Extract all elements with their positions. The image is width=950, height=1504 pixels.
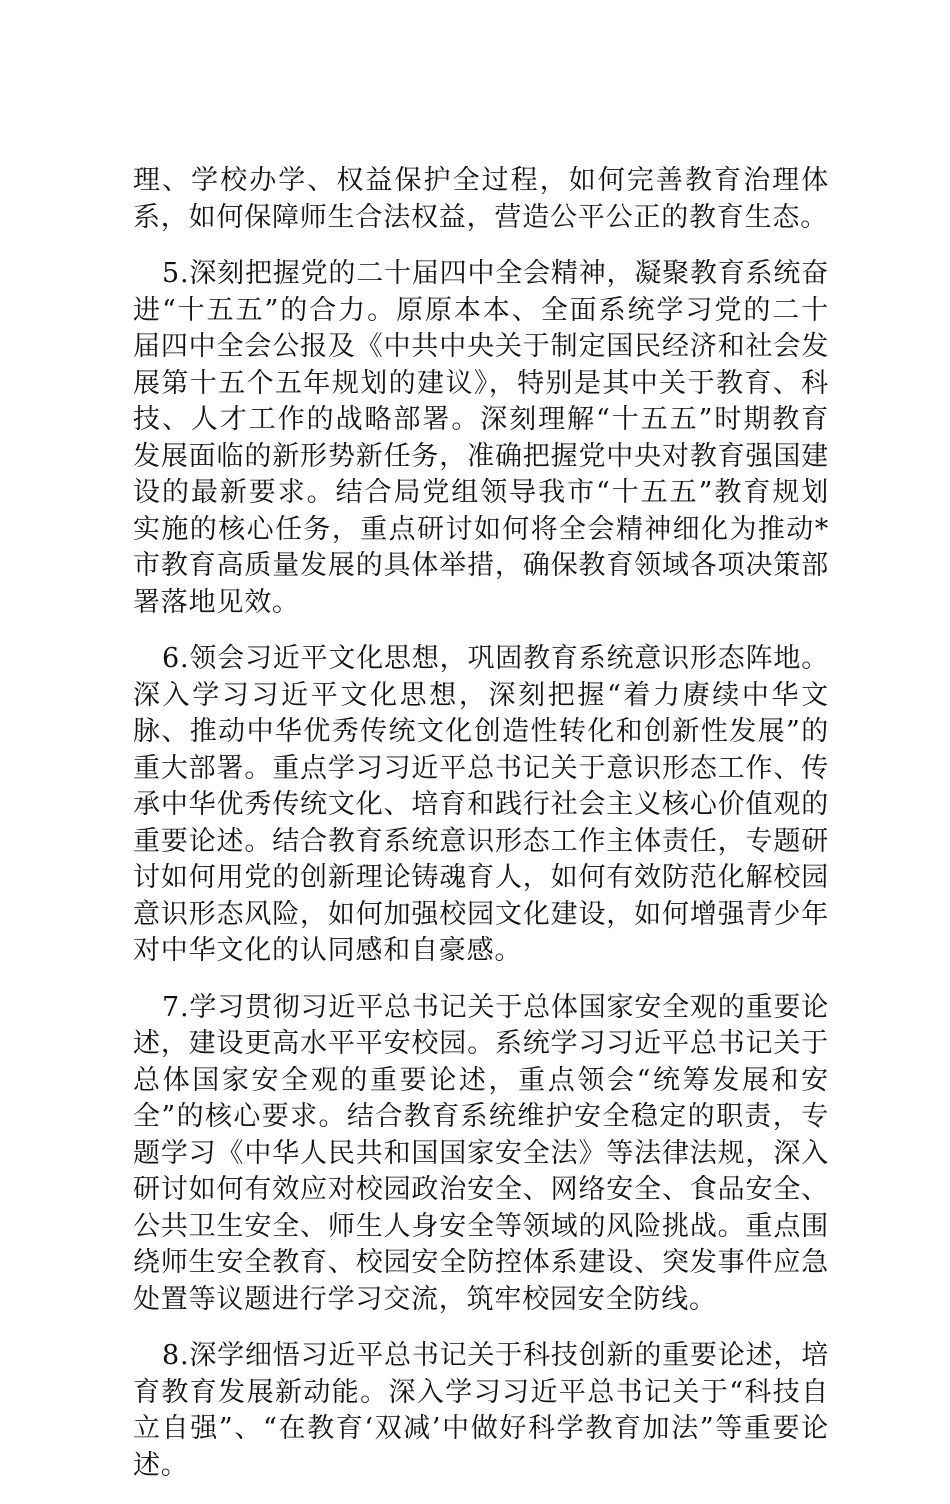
- paragraph-item-6: 6.领会习近平文化思想，巩固教育系统意识形态阵地。深入学习习近平文化思想，深刻把握“着力赓续中华文脉、推动中华优秀传统文化创造性转化和创新性发展”的重大部署。重点学习习近平总书记关于意识形态工作、传承中华优秀传统文化、培育和践行社会主义核心价值观的重要论述。结合教育系统意识形态工作主体责任，专题研讨如何用党的创新理论铸魂育人，如何有效防范化解校园意识形态风险，如何加强校园文化建设，如何增强青少年对中华文化的认同感和自豪感。: [133, 643, 829, 966]
- paragraph-item-7: 7.学习贯彻习近平总书记关于总体国家安全观的重要论述，建设更高水平平安校园。系统学习习近平总书记关于总体国家安全观的重要论述，重点领会“统筹发展和安全”的核心要求。结合教育系统维护安全稳定的职责，专题学习《中华人民共和国国家安全法》等法律法规，深入研讨如何有效应对校园政治安全、网络安全、食品安全、公共卫生安全、师生人身安全等领域的风险挑战。重点围绕师生安全教育、校园安全防控体系建设、突发事件应急处置等议题进行学习交流，筑牢校园安全防线。: [133, 991, 829, 1315]
- document-body: [133, 163, 829, 1504]
- paragraph-item-5: 5.深刻把握党的二十届四中全会精神，凝聚教育系统奋进“十五五”的合力。原原本本、全面系统学习党的二十届四中全会公报及《中共中央关于制定国民经济和社会发展第十五个五年规划的建议》，特别是其中关于教育、科技、人才工作的战略部署。深刻理解“十五五”时期教育发展面临的新形势新任务，准确把握党中央对教育强国建设的最新要求。结合局党组领导我市“十五五”教育规划实施的核心任务，重点研讨如何将全会精神细化为推动*市教育高质量发展的具体举措，确保教育领域各项决策部署落地见效。: [133, 258, 829, 618]
- paragraph-item-8: 8.深学细悟习近平总书记关于科技创新的重要论述，培育教育发展新动能。深入学习习近平总书记关于“科技自立自强”、“在教育‘双减’中做好科学教育加法”等重要论述。: [133, 1340, 829, 1481]
- paragraph-continuation: 理、学校办学、权益保护全过程，如何完善教育治理体系，如何保障师生合法权益，营造公平公正的教育生态。: [133, 165, 829, 233]
